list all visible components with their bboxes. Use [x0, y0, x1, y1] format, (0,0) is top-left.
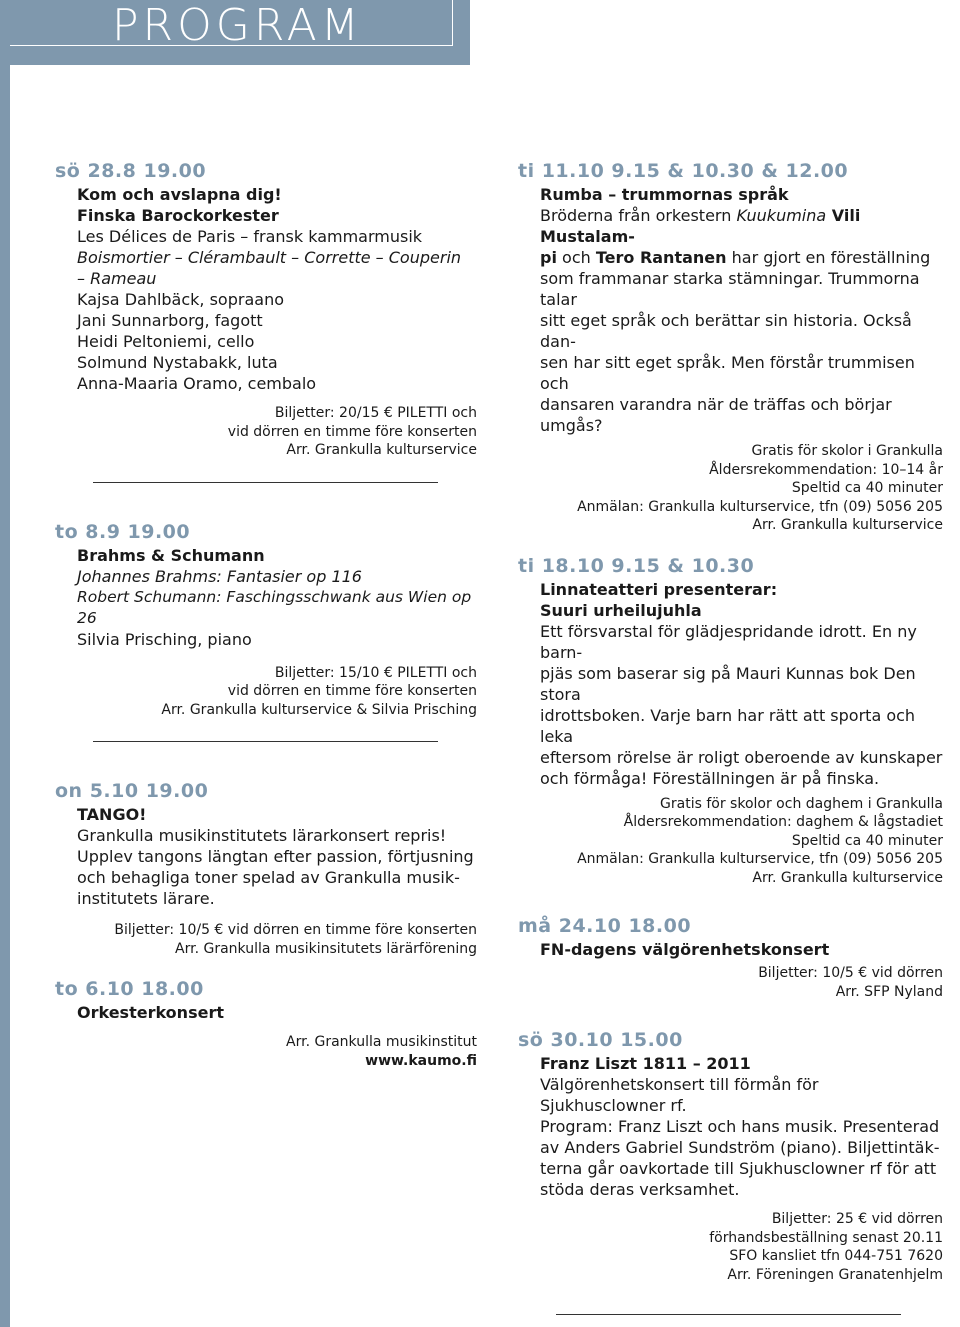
- organizer: Arr. Grankulla musikinstitut: [286, 1034, 477, 1050]
- event-line: Les Délices de Paris – fransk kammarmusik: [77, 227, 423, 246]
- event-subtitle: Suuri urheilujuhla: [540, 600, 702, 620]
- event-date: to 8.9 19.00: [55, 520, 191, 543]
- performer: Jani Sunnarborg, fagott: [77, 311, 263, 330]
- divider: [556, 1314, 901, 1315]
- performer: Anna-Maaria Oramo, cembalo: [77, 374, 317, 393]
- info-line: Gratis för skolor och daghem i Grankulla: [660, 795, 943, 812]
- header-bar: [0, 0, 470, 65]
- ticket-info: Biljetter: 25 € vid dörren: [771, 1211, 943, 1227]
- contact-info: SFO kansliet tfn 044-751 7620: [729, 1248, 943, 1264]
- event-title: Rumba – trummornas språk: [540, 185, 789, 204]
- left-column: [55, 158, 477, 1070]
- info-line: Gratis för skolor i Grankulla: [751, 443, 943, 459]
- organizer: Arr. Grankulla kulturservice & Silvia Prisching: [161, 701, 477, 718]
- event-line: Boismortier – Clérambault – Corrette – Couperin: [77, 248, 462, 267]
- info-line: Anmälan: Grankulla kulturservice, tfn (09) 5056 205: [577, 498, 943, 515]
- event-line: idrottsboken. Varje barn har rätt att sporta och leka: [540, 705, 916, 746]
- organizer: Arr. Grankulla kulturservice: [752, 869, 943, 886]
- event-line: och behagliga toner spelad av Grankulla musik-: [77, 868, 460, 887]
- event-date: ti 11.10 9.15 & 10.30 & 12.00: [518, 160, 849, 182]
- organizer: Arr. Grankulla kulturservice: [752, 517, 943, 533]
- performer: Silvia Prisching, piano: [77, 629, 252, 649]
- event-line: Johannes Brahms: Fantasier op 116: [77, 566, 362, 586]
- event-title: Brahms & Schumann: [77, 545, 265, 565]
- performer: Kajsa Dahlbäck, sopraano: [77, 290, 284, 309]
- event-title: Franz Liszt 1811 – 2011: [540, 1054, 751, 1073]
- event-sep8: [55, 519, 477, 720]
- event-title: Orkesterkonsert: [77, 1003, 224, 1022]
- event-line: Upplev tangons längtan efter passion, förtjusning: [77, 847, 474, 866]
- organizer: Arr. Grankulla kulturservice: [286, 442, 477, 458]
- ticket-info: Biljetter: 10/5 € vid dörren en timme före konserten: [114, 922, 477, 938]
- page-title: PROGRAM: [112, 0, 363, 51]
- organizer: Arr. Grankulla musikinsitutets lärärförening: [175, 940, 477, 957]
- event-line: av Anders Gabriel Sundström (piano). Biljettintäk-: [540, 1138, 940, 1157]
- event-date: må 24.10 18.00: [518, 915, 692, 937]
- right-column: [518, 158, 943, 1315]
- event-oct5: [55, 778, 477, 958]
- event-line: Välgörenhetskonsert till förmån för Sjukhusclowner rf.: [540, 1075, 819, 1115]
- event-line: Grankulla musikinstitutets lärarkonsert repris!: [77, 826, 447, 845]
- event-date: on 5.10 19.00: [55, 780, 209, 802]
- event-subtitle: Finska Barockorkester: [77, 206, 279, 225]
- info-line: Åldersrekommendation: 10–14 år: [709, 461, 943, 478]
- event-line: dansaren varandra när de träffas och börjar umgås?: [540, 395, 892, 435]
- event-line: Program: Franz Liszt och hans musik. Presenterad: [540, 1117, 940, 1136]
- ticket-info: förhandsbeställning senast 20.11: [709, 1229, 943, 1246]
- event-line: och förmåga! Föreställningen är på finska.: [540, 768, 880, 788]
- event-line: pi och Tero Rantanen har gjort en föreställning: [540, 248, 931, 267]
- event-sep28: [55, 158, 477, 460]
- event-line: sen har sitt eget språk. Men förstår trummisen och: [540, 353, 915, 393]
- website-link[interactable]: www.kaumo.fi: [365, 1052, 477, 1069]
- ticket-info: vid dörren en timme före konserten: [227, 683, 477, 699]
- organizer: Arr. Föreningen Granatenhjelm: [727, 1266, 943, 1283]
- event-date: sö 28.8 19.00: [55, 160, 207, 182]
- event-oct6: [55, 976, 477, 1070]
- info-line: Speltid ca 40 minuter: [791, 480, 943, 496]
- event-line: Robert Schumann: Faschingsschwank aus Wien op 26: [77, 587, 472, 627]
- event-title: Linnateatteri presenterar:: [540, 579, 778, 599]
- event-line: – Rameau: [77, 269, 157, 288]
- event-line: pjäs som baserar sig på Mauri Kunnas bok Den stora: [540, 663, 916, 704]
- ticket-info: Biljetter: 20/15 € PILETTI och: [274, 405, 477, 421]
- event-line: stöda deras verksamhet.: [540, 1180, 740, 1199]
- event-line: Ett försvarstal för glädjespridande idrott. En ny barn-: [540, 621, 917, 662]
- event-line: institutets lärare.: [77, 889, 215, 908]
- event-line: terna går oavkortade till Sjukhusclowner rf för att: [540, 1159, 937, 1178]
- event-oct30: [518, 1027, 943, 1284]
- event-title: Kom och avslapna dig!: [77, 185, 282, 204]
- ticket-info: vid dörren en timme före konserten: [227, 423, 477, 440]
- event-date: to 6.10 18.00: [55, 978, 204, 1000]
- event-title: FN-dagens välgörenhetskonsert: [540, 940, 830, 959]
- ticket-info: Biljetter: 10/5 € vid dörren: [758, 965, 943, 981]
- event-date: ti 18.10 9.15 & 10.30: [518, 554, 755, 577]
- event-line: som frammanar starka stämningar. Trummorna talar: [540, 269, 920, 309]
- event-oct24: [518, 913, 943, 1001]
- left-accent-bar: [0, 0, 10, 1327]
- info-line: Åldersrekommendation: daghem & lågstadiet: [623, 814, 943, 830]
- info-line: Anmälan: Grankulla kulturservice, tfn (09) 5056 205: [577, 851, 943, 867]
- event-oct11: [518, 158, 943, 535]
- info-line: Speltid ca 40 minuter: [791, 832, 943, 849]
- organizer: Arr. SFP Nyland: [835, 983, 943, 1000]
- performer: Heidi Peltoniemi, cello: [77, 332, 255, 351]
- performer: Solmund Nystabakk, luta: [77, 353, 278, 372]
- event-date: sö 30.10 15.00: [518, 1029, 683, 1051]
- event-line: sitt eget språk och berättar sin historia. Också dan-: [540, 311, 912, 351]
- event-oct18: [518, 553, 943, 888]
- event-title: TANGO!: [77, 805, 147, 824]
- event-line: Bröderna från orkestern Kuukumina Vili Mustalam-: [540, 206, 861, 246]
- ticket-info: Biljetter: 15/10 € PILETTI och: [274, 664, 477, 681]
- event-line: eftersom rörelse är roligt oberoende av kunskaper: [540, 747, 943, 767]
